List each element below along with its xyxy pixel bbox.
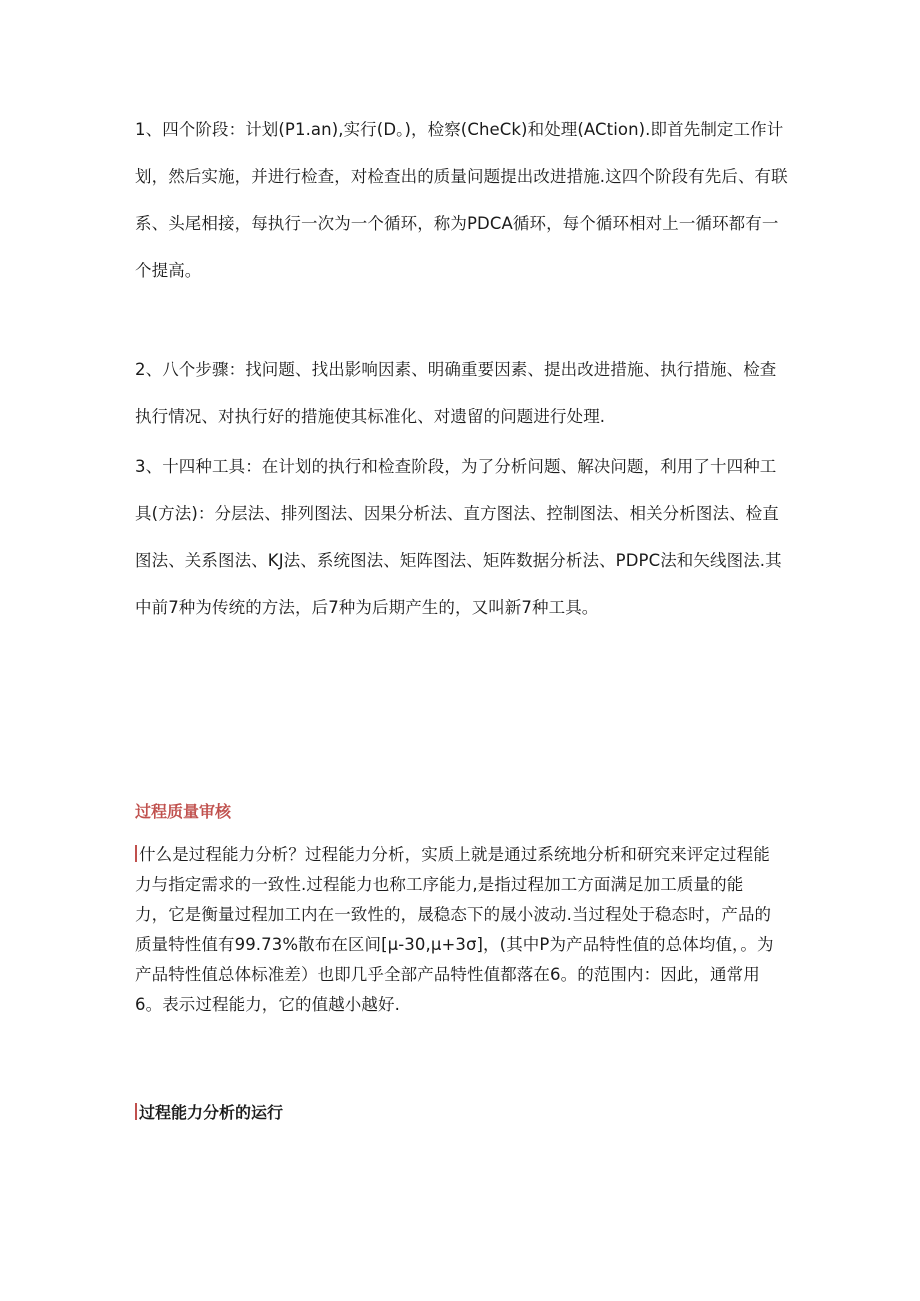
process-capability-subheading-text: 过程能力分析的运行 [139, 1103, 284, 1122]
process-capability-paragraph [135, 840, 775, 1020]
process-quality-audit-heading: 过程质量审核 [135, 802, 232, 821]
process-capability-text: 什么是过程能力分析？过程能力分析，实质上就是通过系统地分析和研究来评定过程能力与指定需求的一致性.过程能力也称工序能力,是指过程加工方面满足加工质量的能力，它是衡量过程加工内在一致性的，晟稳态下的晟小波动.当过程处于稳态时，产品的质量特性值有99.73%散布在区间[μ-30,μ+3σ]，(其中P为产品特性值的总体均值，。为产品特性值总体标准差）也即几乎全部产品特性值都落在6。的范围内：因此，通常用6。表示过程能力，它的值越小越好. [135, 845, 774, 1014]
paragraph-marker-icon [135, 845, 137, 862]
heading-marker-icon [135, 1103, 137, 1120]
pdca-four-stages-paragraph: 1、四个阶段：计划(P1.an),实行(D。)，检察(CheCk)和处理(ACtion).即首先制定工作计划，然后实施，并进行检查，对检查出的质量问题提出改进措施.这四个阶段有先后、有联系、头尾相接，每执行一次为一个循环，称为PDCA循环，每个循环相对上一循环都有一个提高。 [135, 120, 788, 280]
fourteen-tools-paragraph: 3、十四种工具：在计划的执行和检查阶段，为了分析问题、解决问题，利用了十四种工具(方法)：分层法、排列图法、因果分析法、直方图法、控制图法、相关分析图法、检直图法、关系图法、KJ法、系统图法、矩阵图法、矩阵数据分析法、PDPC法和矢线图法.其中前7种为传统的方法，后7种为后期产生的，又叫新7种工具。 [135, 457, 782, 617]
eight-steps-paragraph: 2、八个步骤：找问题、找出影响因素、明确重要因素、提出改进措施、执行措施、检查执行情况、对执行好的措施使其标准化、对遗留的问题进行处理. [135, 360, 777, 426]
process-capability-subheading [135, 1100, 283, 1126]
